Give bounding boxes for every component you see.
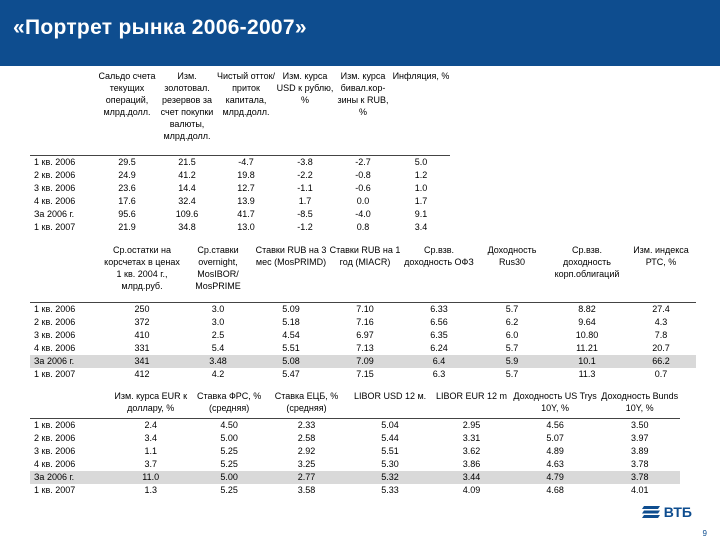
table-cell: 3.44	[432, 471, 510, 484]
table-cell: 7.10	[328, 302, 402, 316]
table-cell: 27.4	[626, 302, 696, 316]
table-row	[30, 302, 696, 316]
table-cell: 3.25	[297, 458, 316, 469]
header-row	[30, 70, 450, 155]
table-cell: 1.7	[414, 195, 428, 206]
column-header: Ср.взв. доходность корп.облигаций	[554, 245, 620, 279]
table-cell: 6.4	[402, 355, 476, 368]
table-cell: 5.30	[381, 458, 399, 469]
row-label: За 2006 г.	[30, 355, 102, 368]
row-label: За 2006 г.	[34, 208, 75, 219]
table-cell: 6.56	[430, 316, 448, 327]
table-cell: 2.92	[297, 445, 316, 456]
table-cell: 4.2	[211, 368, 225, 379]
table-cell: 1.3	[144, 484, 157, 495]
table-cell: -0.8	[355, 169, 371, 180]
table-cell: 5.51	[282, 342, 300, 353]
table-row	[30, 169, 450, 182]
table-cell: 41.2	[178, 169, 196, 180]
table-cell: 5.08	[254, 355, 328, 368]
table-cell: 24.9	[118, 169, 136, 180]
table-cell: 17.6	[118, 195, 136, 206]
table-cell: 3.58	[297, 484, 316, 495]
table-cell: 0.7	[654, 368, 668, 379]
table-cell: 5.4	[211, 342, 225, 353]
table-cell: -1.1	[297, 182, 313, 193]
table-cell: 41.7	[237, 208, 255, 219]
table-cell: -2.7	[334, 155, 392, 169]
table-cell: 6.35	[430, 329, 448, 340]
table-cell: 6.2	[505, 316, 519, 327]
table-cell: 3.62	[462, 445, 481, 456]
table-cell: 3.48	[182, 355, 254, 368]
row-label: 1 кв. 2007	[34, 484, 76, 495]
table-cell: 5.7	[476, 302, 548, 316]
table-cell: 3.4	[144, 432, 157, 443]
table-cell: 4.79	[511, 471, 600, 484]
table-cell: 3.31	[462, 432, 481, 443]
table-cell: 13.0	[237, 221, 255, 232]
table-cell: 372	[134, 316, 150, 327]
table-cell: 6.97	[356, 329, 374, 340]
table-row	[30, 155, 450, 169]
table-cell: 5.0	[392, 155, 450, 169]
table-cell: 3.78	[630, 458, 649, 469]
table-cell: 5.25	[220, 484, 238, 495]
table-cell: 10.1	[548, 355, 626, 368]
column-header: Изм. курса EUR к доллару, %	[114, 391, 188, 413]
page-title: «Портрет рынка 2006-2007»	[13, 16, 307, 39]
table-cell: 0.0	[356, 195, 370, 206]
table-cell: 13.9	[237, 195, 255, 206]
table-cell: 4.3	[654, 316, 668, 327]
table-cell: 5.7	[505, 342, 519, 353]
table-cell: 1.1	[144, 445, 157, 456]
table-row	[30, 342, 696, 355]
table-cell: 109.6	[175, 208, 199, 219]
table-cell: 4.56	[511, 418, 600, 432]
table-cell: 5.47	[282, 368, 300, 379]
table-cell: 3.7	[144, 458, 157, 469]
table-cell: 5.18	[282, 316, 300, 327]
column-header: Ставка ЕЦБ, % (средняя)	[274, 391, 339, 413]
table-cell: 3.78	[599, 471, 680, 484]
column-header: Сальдо счета текущих операций, млрд.долл.	[98, 71, 156, 117]
table-row	[30, 355, 696, 368]
table-cell: 14.4	[178, 182, 196, 193]
table-cell: -4.7	[216, 155, 276, 169]
table-cell: 5.00	[193, 471, 265, 484]
table-cell: 331	[134, 342, 150, 353]
table-cell: 5.33	[381, 484, 399, 495]
header-corner	[30, 244, 102, 302]
column-header: Ср.остатки на корсчетах в ценах 1 кв. 2004 г., млрд.руб.	[104, 245, 180, 291]
table-cell: 2.58	[297, 432, 316, 443]
column-header: Ср.ставки overnight, MosIBOR/ MosPRIME	[195, 245, 241, 291]
table-cell: 6.3	[432, 368, 446, 379]
table-cell: 2.77	[265, 471, 348, 484]
title-bar	[0, 0, 720, 66]
table-cell: 7.09	[328, 355, 402, 368]
table-cell: 3.0	[182, 302, 254, 316]
column-header: Изм. индекса РТС, %	[633, 245, 689, 267]
table-cell: 23.6	[118, 182, 136, 193]
table-cell: 0.8	[356, 221, 370, 232]
table-row	[30, 432, 680, 445]
row-label: 2 кв. 2006	[34, 432, 76, 443]
row-label: 4 кв. 2006	[34, 195, 76, 206]
table-cell: 412	[134, 368, 150, 379]
table-cell: 4.09	[462, 484, 481, 495]
table-cell: 8.82	[548, 302, 626, 316]
row-label: 1 кв. 2007	[34, 368, 76, 379]
header-row	[30, 244, 696, 302]
section3-table	[30, 390, 680, 497]
table-cell: -3.8	[276, 155, 334, 169]
table-cell: 10.80	[575, 329, 599, 340]
row-label: 3 кв. 2006	[34, 329, 76, 340]
table-cell: -1.2	[297, 221, 313, 232]
table-cell: -8.5	[297, 208, 313, 219]
table-cell: 250	[102, 302, 182, 316]
row-label: 3 кв. 2006	[34, 182, 76, 193]
column-header: LIBOR USD 12 м.	[353, 391, 427, 401]
table-cell: 5.09	[254, 302, 328, 316]
table-cell: -2.2	[297, 169, 313, 180]
vtb-logo	[642, 504, 692, 520]
table-cell: 2.4	[108, 418, 193, 432]
table-cell: 5.04	[348, 418, 433, 432]
table-row	[30, 221, 450, 234]
row-label: 1 кв. 2007	[34, 221, 76, 232]
row-label: 1 кв. 2006	[30, 418, 108, 432]
table-cell: 2.33	[265, 418, 348, 432]
vtb-logo-icon	[642, 505, 662, 519]
table-cell: 29.5	[96, 155, 158, 169]
table-cell: 7.16	[356, 316, 374, 327]
header-corner	[30, 390, 108, 418]
column-header: Ставка ФРС, % (средняя)	[197, 391, 262, 413]
table-cell: 4.63	[546, 458, 564, 469]
table-cell: 7.8	[654, 329, 668, 340]
column-header: Ставки RUB на 3 мес (MosPRIMD)	[255, 245, 327, 267]
header-corner	[30, 70, 96, 155]
table-cell: 32.4	[178, 195, 196, 206]
table-cell: 9.64	[578, 316, 596, 327]
column-header: Изм. курса бивал.кор-зины к RUB, %	[337, 71, 389, 117]
table-cell: 4.54	[282, 329, 300, 340]
table-row	[30, 182, 450, 195]
table-cell: 5.44	[381, 432, 399, 443]
column-header: Ср.взв. доходность ОФЗ	[404, 245, 474, 267]
row-label: 2 кв. 2006	[34, 169, 76, 180]
row-label: За 2006 г.	[30, 471, 108, 484]
table-cell: 7.15	[356, 368, 374, 379]
logo-text: ВТБ	[663, 504, 692, 520]
table-cell: 5.51	[381, 445, 399, 456]
table-row	[30, 458, 680, 471]
row-label: 1 кв. 2006	[30, 302, 102, 316]
table-cell: 4.68	[546, 484, 564, 495]
table-cell: 1.2	[414, 169, 428, 180]
table-cell: 4.50	[193, 418, 265, 432]
table-cell: 11.0	[108, 471, 193, 484]
table-row	[30, 316, 696, 329]
column-header: Изм. золотовал. резервов за счет покупки валюты, млрд.долл.	[160, 71, 214, 141]
table-row	[30, 418, 680, 432]
table-cell: 3.50	[599, 418, 680, 432]
table-row	[30, 368, 696, 381]
table-cell: 20.7	[652, 342, 670, 353]
column-header: Изм. курса USD к рублю, %	[276, 71, 334, 105]
table-cell: 19.8	[237, 169, 255, 180]
column-header: Доходность Bunds 10Y, %	[601, 391, 679, 413]
column-header: LIBOR EUR 12 m	[436, 391, 508, 401]
table-cell: 34.8	[178, 221, 196, 232]
column-header: Ставки RUB на 1 год (MIACR)	[329, 245, 401, 267]
table-cell: 1.0	[414, 182, 428, 193]
table-cell: 5.25	[220, 458, 238, 469]
table-cell: 9.1	[414, 208, 428, 219]
table-row	[30, 329, 696, 342]
table-cell: 3.89	[630, 445, 649, 456]
table-cell: 341	[102, 355, 182, 368]
table-row	[30, 208, 450, 221]
table-cell: 1.7	[298, 195, 312, 206]
table-cell: 410	[134, 329, 150, 340]
table-row	[30, 471, 680, 484]
table-cell: 5.07	[546, 432, 564, 443]
table-cell: 6.24	[430, 342, 448, 353]
column-header: Чистый отток/приток капитала, млрд.долл.	[216, 71, 276, 117]
table-cell: -4.0	[355, 208, 371, 219]
table-cell: 5.00	[220, 432, 238, 443]
table-cell: 3.0	[211, 316, 225, 327]
row-label: 1 кв. 2006	[30, 155, 96, 169]
row-label: 3 кв. 2006	[34, 445, 76, 456]
table-cell: 4.89	[546, 445, 564, 456]
table-cell: 3.4	[414, 221, 428, 232]
table-cell: 12.7	[237, 182, 255, 193]
table-cell: 5.32	[348, 471, 433, 484]
table-cell: -0.6	[355, 182, 371, 193]
table-cell: 3.86	[462, 458, 481, 469]
table-cell: 5.9	[476, 355, 548, 368]
table-cell: 21.9	[118, 221, 136, 232]
table-cell: 5.7	[505, 368, 519, 379]
column-header: Доходность US Trys 10Y, %	[513, 391, 597, 413]
table-cell: 21.5	[158, 155, 216, 169]
table-row	[30, 484, 680, 497]
table-cell: 3.97	[630, 432, 649, 443]
table-cell: 5.25	[220, 445, 238, 456]
table-cell: 95.6	[118, 208, 136, 219]
row-label: 4 кв. 2006	[34, 458, 76, 469]
column-header: Инфляция, %	[392, 71, 450, 81]
table-cell: 2.95	[432, 418, 510, 432]
table-cell: 11.21	[576, 342, 598, 353]
table-cell: 11.3	[578, 368, 596, 379]
table-cell: 6.33	[402, 302, 476, 316]
table-cell: 2.5	[211, 329, 225, 340]
section2-table	[30, 244, 696, 381]
page-number: 9	[702, 529, 707, 538]
table-row	[30, 195, 450, 208]
table-cell: 6.0	[505, 329, 519, 340]
table-cell: 66.2	[626, 355, 696, 368]
row-label: 2 кв. 2006	[34, 316, 76, 327]
column-header: Доходность Rus30	[487, 245, 537, 267]
table-cell: 7.13	[356, 342, 374, 353]
table-row	[30, 445, 680, 458]
header-row	[30, 390, 680, 418]
table-cell: 4.01	[630, 484, 649, 495]
row-label: 4 кв. 2006	[34, 342, 76, 353]
section1-table	[30, 70, 450, 234]
